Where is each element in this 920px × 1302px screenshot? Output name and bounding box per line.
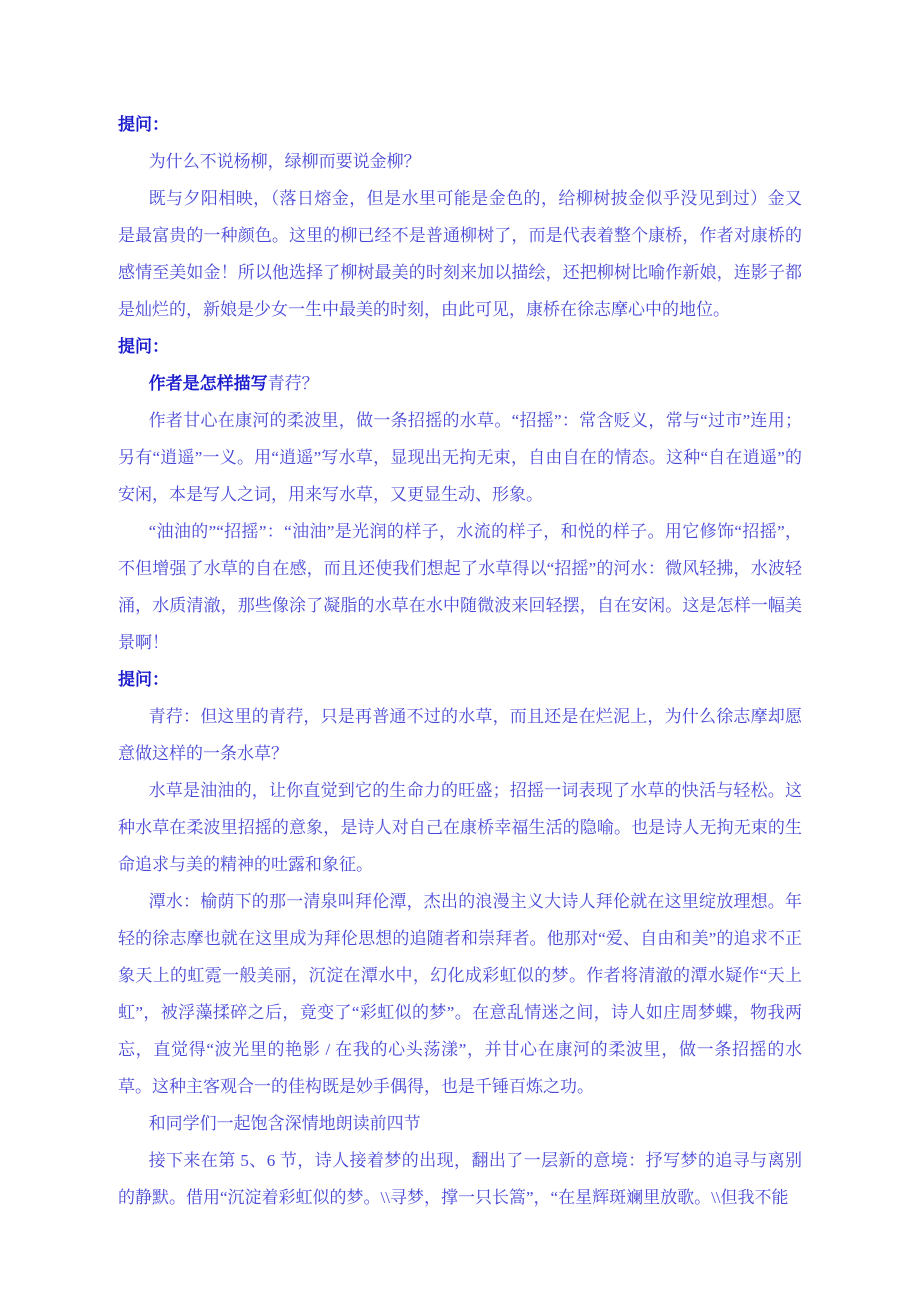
question-header: 提问：	[118, 115, 169, 134]
question-text: 为什么不说杨柳，绿柳而要说金柳？	[148, 152, 421, 171]
question-text-bold: 作者是怎样描写	[148, 374, 268, 393]
answer-paragraph: 接下来在第 5、6 节，诗人接着梦的出现，翻出了一层新的意境：抒写梦的追寻与离别的静默。借用“沉淀着彩虹似的梦。\\寻梦，撑一只长篙”，“在星辉斑斓里放歌。\\但我不能	[118, 1151, 802, 1207]
question-text	[118, 365, 802, 402]
answer-paragraph: 既与夕阳相映，（落日熔金，但是水里可能是金色的，给柳树披金似乎没见到过）金又是最富贵的一种颜色。这里的柳已经不是普通柳树了，而是代表着整个康桥，作者对康桥的感情至美如金！所以他选择了柳树最美的时刻来加以描绘，还把柳树比喻作新娘，连影子都是灿烂的，新娘是少女一生中最美的时刻，由此可见，康桥在徐志摩心中的地位。	[118, 189, 802, 319]
reading-instruction: 和同学们一起饱含深情地朗读前四节	[148, 1114, 421, 1133]
answer-paragraph: 作者甘心在康河的柔波里，做一条招摇的水草。“招摇”：常含贬义，常与“过市”连用；另有“逍遥”一义。用“逍遥”写水草，显现出无拘无束，自由自在的情态。这种“自在逍遥”的安闲，本是写人之词，用来写水草，又更显生动、形象。	[118, 411, 802, 504]
answer-paragraph: 潭水：榆荫下的那一清泉叫拜伦潭，杰出的浪漫主义大诗人拜伦就在这里绽放理想。年轻的徐志摩也就在这里成为拜伦思想的追随者和崇拜者。他那对“爱、自由和美”的追求不正象天上的虹霓一般美丽，沉淀在潭水中，幻化成彩虹似的梦。作者将清澈的潭水疑作“天上虹”，被浮藻揉碎之后，竟变了“彩虹似的梦”。在意乱情迷之间，诗人如庄周梦蝶，物我两忘，直觉得“波光里的艳影 / 在我的心头荡漾”，并甘心在康河的柔波里，做一条招摇的水草。这种主客观合一的佳构既是妙手偶得，也是千锤百炼之功。	[118, 892, 802, 1096]
question-text: 青荇：但这里的青荇，只是再普通不过的水草，而且还是在烂泥上，为什么徐志摩却愿意做这样的一条水草？	[118, 707, 802, 763]
answer-paragraph: “油油的”“招摇”：“油油”是光润的样子，水流的样子，和悦的样子。用它修饰“招摇”，不但增强了水草的自在感，而且还使我们想起了水草得以“招摇”的河水：微风轻拂，水波轻涌，水质清澈，那些像涂了凝脂的水草在水中随微波来回轻摆，自在安闲。这是怎样一幅美景啊！	[118, 522, 802, 652]
answer-paragraph: 水草是油油的，让你直觉到它的生命力的旺盛；招摇一词表现了水草的快活与轻松。这种水草在柔波里招摇的意象，是诗人对自己在康桥幸福生活的隐喻。也是诗人无拘无束的生命追求与美的精神的吐露和象征。	[118, 781, 802, 874]
question-text-rest: 青荇？	[267, 374, 319, 393]
document-page	[118, 106, 802, 1216]
question-header: 提问：	[118, 337, 169, 356]
question-header: 提问：	[118, 670, 169, 689]
